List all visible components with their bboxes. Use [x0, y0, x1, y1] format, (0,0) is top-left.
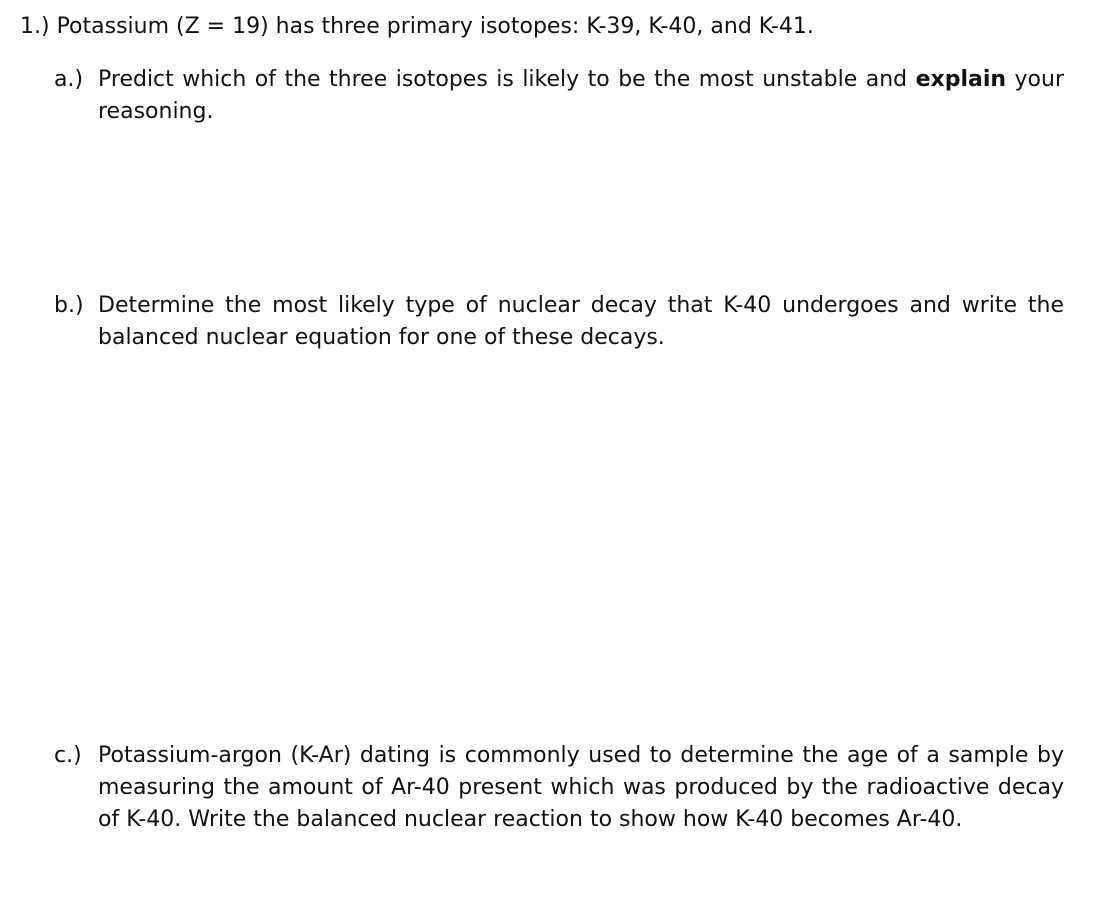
- question-stem: Potassium (Z = 19) has three primary isotopes: K-39, K-40, and K-41.: [56, 14, 814, 39]
- part-a-text-before: Predict which of the three isotopes is likely to be the most unstable and: [98, 67, 916, 92]
- part-b-text: Determine the most likely type of nuclear decay that K-40 undergoes and write the balanced nuclear equation for one of these decays.: [98, 293, 1064, 350]
- question-number: 1.): [20, 14, 50, 39]
- part-c-marker: c.): [54, 743, 82, 768]
- part-a-marker: a.): [54, 67, 84, 92]
- part-c-text: Potassium-argon (K-Ar) dating is commonly used to determine the age of a sample by measuring the amount of Ar-40 present which was produced by the radioactive decay of K-40. Write the balanced nuclear reaction to show how K-40 becomes Ar-40.: [98, 743, 1064, 832]
- part-a-text-after: your reasoning.: [98, 67, 1064, 124]
- part-b-marker: b.): [54, 293, 84, 318]
- part-a: [54, 64, 1064, 128]
- part-a-text: [98, 64, 1064, 128]
- part-b: [54, 290, 1064, 354]
- part-c: [54, 740, 1064, 836]
- question-1: [20, 12, 1100, 42]
- part-a-emphasis: explain: [915, 67, 1007, 92]
